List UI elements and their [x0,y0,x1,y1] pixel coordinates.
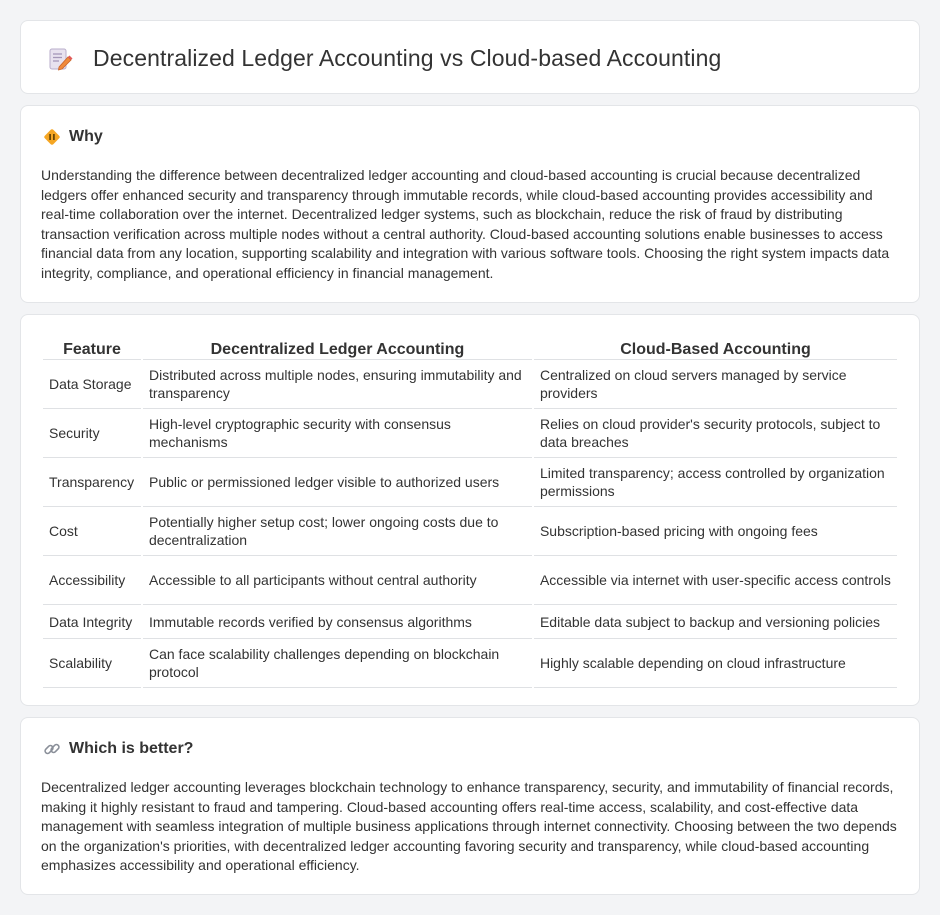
decentralized-cell: Distributed across multiple nodes, ensuring immutability and transparency [143,359,532,408]
table-row [43,457,897,506]
decentralized-cell: Public or permissioned ledger visible to authorized users [143,457,532,506]
which-is-better-paragraph: Decentralized ledger accounting leverages blockchain technology to enhance transparency, security, and immutability of financial records, making it highly resistant to fraud and tampering. Cloud-based accounting offers real-time access, scalability, and cost-effective data management with seamless integration of multiple business applications through internet connectivity. Choosing between the two depends on the organization's priorities, with decentralized ledger accounting favoring security and transparency, while cloud-based accounting emphasizes accessibility and operational efficiency. [41,779,897,873]
feature-cell: Cost [43,506,141,555]
table-header-row [43,335,897,359]
header-cloud: Cloud-Based Accounting [620,341,811,358]
cloud-cell: Centralized on cloud servers managed by service providers [534,359,897,408]
table-row [43,555,897,604]
table-row [43,359,897,408]
which-is-better-section [20,717,920,895]
diamond-icon [43,128,61,146]
link-icon [43,740,61,758]
why-heading: Why [69,128,103,145]
cloud-cell: Accessible via internet with user-specific access controls [534,555,897,604]
decentralized-cell: High-level cryptographic security with consensus mechanisms [143,408,532,457]
cloud-cell: Highly scalable depending on cloud infrastructure [534,638,897,688]
why-section [20,105,920,303]
feature-cell: Scalability [43,638,141,688]
header-feature: Feature [63,341,121,358]
comparison-section [20,314,920,706]
comparison-table [41,335,899,688]
why-paragraph: Understanding the difference between decentralized ledger accounting and cloud-based accounting is crucial because decentralized ledgers offer enhanced security and transparency through immutable records, while cloud-based accounting provides accessibility and real-time collaboration over the internet. Decentralized ledger systems, such as blockchain, reduce the risk of fraud by distributing transaction verification across multiple nodes without a central authority. Cloud-based accounting solutions enable businesses to access financial data from any location, supporting scalability and integration with various software tools. Choosing the right system impacts data integrity, compliance, and operational efficiency in financial management. [41,167,890,281]
table-row [43,506,897,555]
feature-cell: Transparency [43,457,141,506]
decentralized-cell: Can face scalability challenges depending on blockchain protocol [143,638,532,688]
cloud-cell: Subscription-based pricing with ongoing fees [534,506,897,555]
header-decentralized: Decentralized Ledger Accounting [210,341,465,358]
cloud-cell: Editable data subject to backup and versioning policies [534,604,897,638]
which-is-better-heading: Which is better? [69,740,194,757]
cloud-cell: Limited transparency; access controlled by organization permissions [534,457,897,506]
feature-cell: Security [43,408,141,457]
title-card [20,20,920,94]
cloud-cell: Relies on cloud provider's security protocols, subject to data breaches [534,408,897,457]
feature-cell: Data Integrity [43,604,141,638]
decentralized-cell: Potentially higher setup cost; lower ongoing costs due to decentralization [143,506,532,555]
decentralized-cell: Accessible to all participants without central authority [143,555,532,604]
document-pencil-icon [47,46,73,72]
decentralized-cell: Immutable records verified by consensus algorithms [143,604,532,638]
table-row [43,638,897,688]
table-row [43,604,897,638]
page-title: Decentralized Ledger Accounting vs Cloud-based Accounting [93,45,722,71]
table-row [43,408,897,457]
feature-cell: Accessibility [43,555,141,604]
feature-cell: Data Storage [43,359,141,408]
